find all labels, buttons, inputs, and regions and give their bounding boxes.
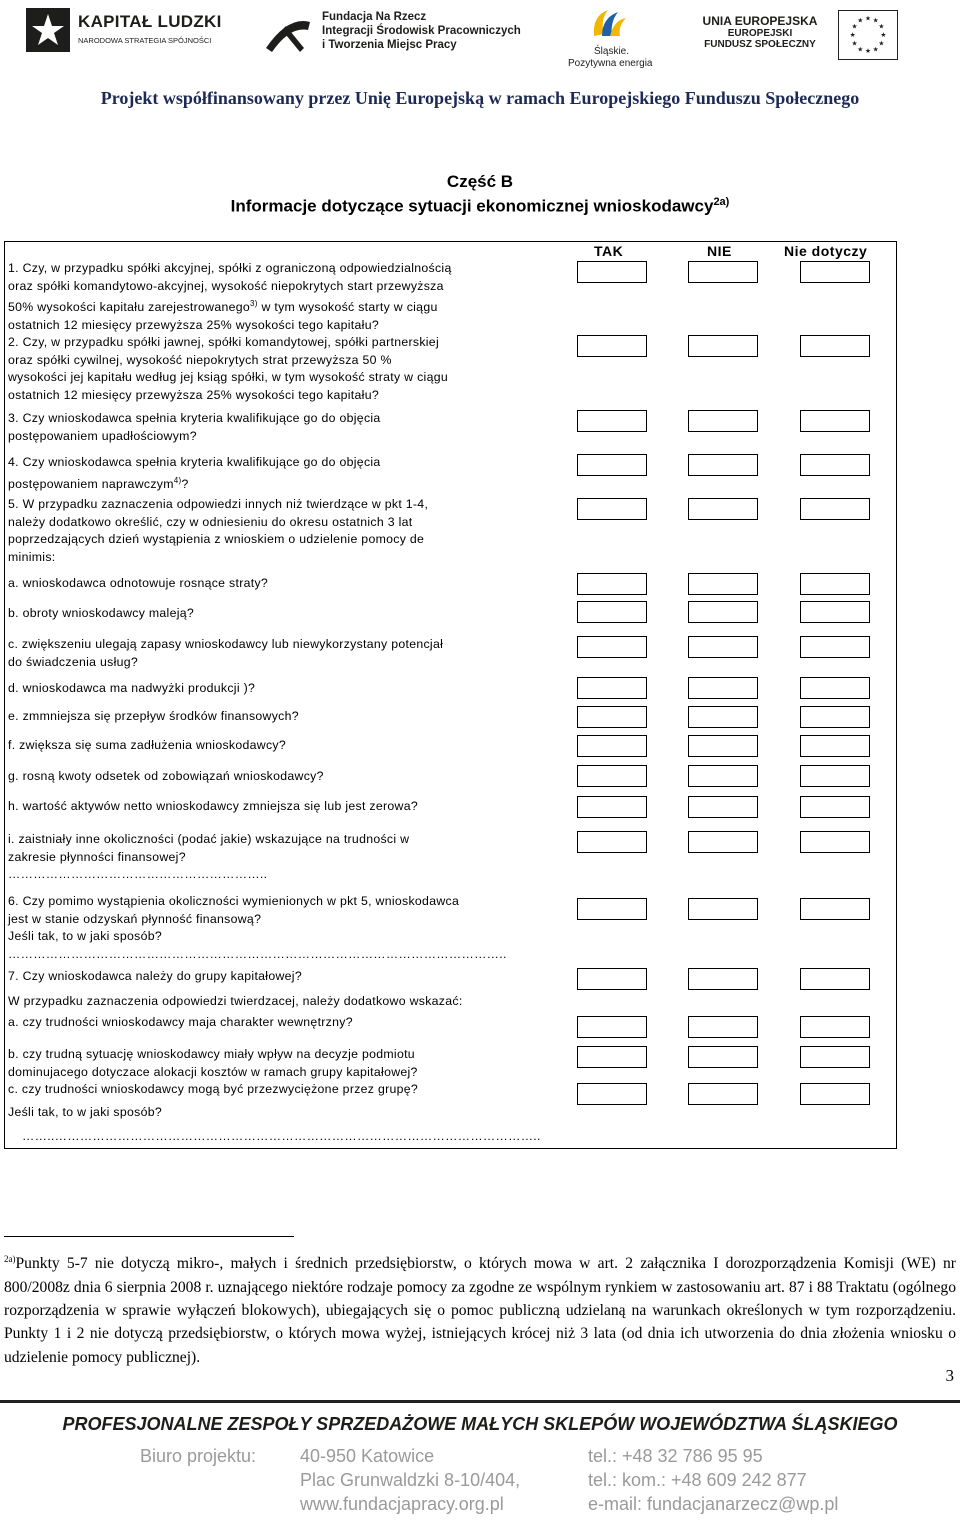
q5a-nie-checkbox[interactable] [688, 573, 758, 595]
q5e-nie-checkbox[interactable] [688, 706, 758, 728]
svg-text:★: ★ [880, 30, 887, 39]
q5a-nd-checkbox[interactable] [800, 573, 870, 595]
column-header-tak: TAK [594, 243, 624, 259]
q6-nd-checkbox[interactable] [800, 898, 870, 920]
q7a-tak-checkbox[interactable] [577, 1016, 647, 1038]
q7a-nd-checkbox[interactable] [800, 1016, 870, 1038]
q2-nie-checkbox[interactable] [688, 335, 758, 357]
page-number: 3 [945, 1366, 954, 1385]
q5g-tak-checkbox[interactable] [577, 765, 647, 787]
kapital-ludzki-subtitle: NARODOWA STRATEGIA SPÓJNOŚCI [78, 36, 212, 45]
q6-tak-checkbox[interactable] [577, 898, 647, 920]
slaskie-logo [558, 6, 668, 72]
footer-title: PROFESJONALNE ZESPOŁY SPRZEDAŻOWE MAŁYCH SKLEPÓW WOJEWÓDZTWA ŚLĄSKIEGO [62, 1414, 898, 1434]
svg-text:★: ★ [857, 16, 864, 25]
unia-europejska-text: UNIA EUROPEJSKA EUROPEJSKI FUNDUSZ SPOŁECZNY [702, 14, 818, 50]
footnote-rule [4, 1236, 294, 1237]
svg-text:★: ★ [857, 45, 864, 54]
question-5f: f. zwiększa się suma zadłużenia wnioskodawcy? [8, 738, 287, 752]
footer-city: 40-950 Katowice [300, 1446, 435, 1466]
footnote: $^{2a)}$Punkty 5-7 nie dotyczą mikro-, małych i średnich przedsiębiorstw, o których mowa w art. 2 załącznika I dorozporządzenia Komisji (WE) nr 800/2008z dnia 6 sierpnia 2008 r. uznającego niektóre rodzaje pomocy za zgodne ze wspólnym rynkiem w zastosowaniu art. 87 i 88 Traktatu (ogólnego rozporządzenia w sprawie wyłączeń blokowych), ubiegających się o pomoc publiczną udzielaną na warunkach określonych w tym rozporządzeniu. Punkty 1 i 2 nie dotyczą przedsiębiorstw, o których mowa wyżej, istniejących krócej niż 3 lata (od dnia ich utworzenia do dnia złożenia wniosku o udzielenie pomocy publicznej). [4, 1254, 956, 1366]
svg-text:★: ★ [851, 39, 858, 48]
footer-office-label: Biuro projektu: [140, 1446, 257, 1466]
q5h-tak-checkbox[interactable] [577, 796, 647, 818]
section-title: Część B [446, 172, 514, 191]
question-7a: a. czy trudności wnioskodawcy maja charakter wewnętrzny? [8, 1015, 353, 1029]
q5f-tak-checkbox[interactable] [577, 735, 647, 757]
fundacja-hammer-icon [262, 8, 314, 60]
q5c-tak-checkbox[interactable] [577, 636, 647, 658]
question-5a: a. wnioskodawca odnotowuje rosnące straty? [8, 576, 269, 590]
q7-tak-checkbox[interactable] [577, 968, 647, 990]
slaskie-swirl-icon [588, 6, 628, 42]
q5f-nie-checkbox[interactable] [688, 735, 758, 757]
fundacja-logo [262, 6, 532, 66]
question-7-note: W przypadku zaznaczenia odpowiedzi twierdzacej, należy dodatkowo wskazać: [8, 994, 463, 1008]
svg-text:★: ★ [878, 22, 885, 31]
unia-europejska-logo [700, 6, 940, 66]
q4-tak-checkbox[interactable] [577, 454, 647, 476]
q1-nie-checkbox[interactable] [688, 261, 758, 283]
kapital-ludzki-logo [26, 6, 236, 58]
q5d-nd-checkbox[interactable] [800, 677, 870, 699]
kapital-ludzki-title: KAPITAŁ LUDZKI [78, 12, 222, 31]
question-1: 1. Czy, w przypadku spółki akcyjnej, spółki z ograniczoną odpowiedzialnością oraz spółki komandytowo-akcyjnej, wysokość niepokrytych start przewyższa 50% wysokości kapitału zarejestrowanego$^{3)}$ w tym wysokość starty w ciągu ostatnich 12 miesięcy przewyższa 25% wysokości tego kapitału? [8, 261, 452, 332]
q5c-nd-checkbox[interactable] [800, 636, 870, 658]
q5b-tak-checkbox[interactable] [577, 601, 647, 623]
q3-tak-checkbox[interactable] [577, 410, 647, 432]
q2-nd-checkbox[interactable] [800, 335, 870, 357]
q6-nie-checkbox[interactable] [688, 898, 758, 920]
q5a-tak-checkbox[interactable] [577, 573, 647, 595]
question-5i: i. zaistniały inne okoliczności (podać jakie) wskazujące na trudności w zakresie płynności finansowej? …………………………………………………….. [8, 832, 410, 881]
q5e-nd-checkbox[interactable] [800, 706, 870, 728]
q5e-tak-checkbox[interactable] [577, 706, 647, 728]
q7c-nd-checkbox[interactable] [800, 1083, 870, 1105]
question-7: 7. Czy wnioskodawca należy do grupy kapitałowej? [8, 969, 302, 983]
question-5g: g. rosną kwoty odsetek od zobowiązań wnioskodawcy? [8, 769, 324, 783]
q5-tak-checkbox[interactable] [577, 498, 647, 520]
q7b-tak-checkbox[interactable] [577, 1046, 647, 1068]
question-5e: e. zmmniejsza się przepływ środków finansowych? [8, 709, 299, 723]
q2-tak-checkbox[interactable] [577, 335, 647, 357]
q7-nd-checkbox[interactable] [800, 968, 870, 990]
question-5d: d. wnioskodawca ma nadwyżki produkcji )? [8, 681, 256, 695]
q3-nie-checkbox[interactable] [688, 410, 758, 432]
footer-website-link[interactable]: www.fundacjapracy.org.pl [300, 1494, 504, 1514]
q7a-nie-checkbox[interactable] [688, 1016, 758, 1038]
question-3: 3. Czy wnioskodawca spełnia kryteria kwalifikujące go do objęcia postępowaniem upadłościowym? [8, 411, 381, 443]
question-5: 5. W przypadku zaznaczenia odpowiedzi innych niż twierdzące w pkt 1-4, należy dodatkowo określić, czy w odniesieniu do okresu ostatnich 3 lat poprzedzających dzień wystąpienia z wnioskiem o udzielenie pomocy de minimis: [8, 497, 429, 564]
svg-text:★: ★ [878, 39, 885, 48]
footer-street: Plac Grunwaldzki 8-10/404, [300, 1470, 521, 1490]
q7-nie-checkbox[interactable] [688, 968, 758, 990]
question-5c: c. zwiększeniu ulegają zapasy wnioskodawcy lub niewykorzystany potencjał do świadczenia usług? [8, 637, 444, 669]
q1-tak-checkbox[interactable] [577, 261, 647, 283]
slaskie-tagline: Pozytywna energia [568, 58, 653, 69]
question-2: 2. Czy, w przypadku spółki jawnej, spółki komandytowej, spółki partnerskiej oraz spółki cywilnej, wysokość niepokrytych strat przewyższa 50 % wysokości jej kapitału według jej ksiąg spółki, w tym wysokość straty w ciągu ostatnich 12 miesięcy przewyższa 25% wysokości tego kapitału? [8, 335, 448, 402]
question-5b: b. obroty wnioskodawcy maleją? [8, 606, 195, 620]
svg-text:★: ★ [849, 30, 856, 39]
q5b-nie-checkbox[interactable] [688, 601, 758, 623]
q7b-nie-checkbox[interactable] [688, 1046, 758, 1068]
q5g-nd-checkbox[interactable] [800, 765, 870, 787]
footer-mobile: tel.: kom.: +48 609 242 877 [588, 1470, 807, 1490]
column-header-nie-dotyczy: Nie dotyczy [784, 243, 868, 259]
q5-nd-checkbox[interactable] [800, 498, 870, 520]
q3-nd-checkbox[interactable] [800, 410, 870, 432]
footer-rule [0, 1400, 960, 1403]
eu-flag-icon [838, 10, 898, 60]
question-7b: b. czy trudną sytuację wnioskodawcy miały wpływ na decyzje podmiotu dominujacego dotyczace alokacji kosztów w ramach grupy kapitałowej? [8, 1047, 418, 1079]
q5f-nd-checkbox[interactable] [800, 735, 870, 757]
fundacja-name: Fundacja Na Rzecz Integracji Środowisk Pracowniczych i Tworzenia Miejsc Pracy [322, 11, 521, 51]
q5g-nie-checkbox[interactable] [688, 765, 758, 787]
q5h-nd-checkbox[interactable] [800, 796, 870, 818]
question-7-how: Jeśli tak, to w jaki sposób? [8, 1105, 162, 1119]
svg-text:★: ★ [864, 47, 872, 56]
q1-nd-checkbox[interactable] [800, 261, 870, 283]
q7b-nd-checkbox[interactable] [800, 1046, 870, 1068]
q5d-tak-checkbox[interactable] [577, 677, 647, 699]
q5b-nd-checkbox[interactable] [800, 601, 870, 623]
q5i-nie-checkbox[interactable] [688, 831, 758, 853]
project-cofinancing-line: Projekt współfinansowany przez Unię Europejską w ramach Europejskiego Funduszu Społecznego [100, 88, 860, 108]
svg-text:★: ★ [864, 14, 872, 23]
header-logos [0, 0, 960, 78]
svg-text:★: ★ [872, 45, 879, 54]
section-subtitle: Informacje dotyczące sytuacji ekonomicznej wnioskodawcy$^{2a)}$ [230, 196, 730, 216]
q5c-nie-checkbox[interactable] [688, 636, 758, 658]
footer-email-link[interactable]: e-mail: fundacjanarzecz@wp.pl [588, 1494, 839, 1514]
q7c-nie-checkbox[interactable] [688, 1083, 758, 1105]
q5d-nie-checkbox[interactable] [688, 677, 758, 699]
q4-nd-checkbox[interactable] [800, 454, 870, 476]
q7c-tak-checkbox[interactable] [577, 1083, 647, 1105]
svg-text:★: ★ [872, 16, 879, 25]
q5h-nie-checkbox[interactable] [688, 796, 758, 818]
q5-nie-checkbox[interactable] [688, 498, 758, 520]
slaskie-title: Śląskie. [594, 46, 630, 57]
question-6: 6. Czy pomimo wystąpienia okoliczności wymienionych w pkt 5, wnioskodawca jest w stanie odzyskań płynność finansową? Jeśli tak, to w jaki sposób? ……………………………………………………………………………………………………….. [8, 894, 507, 961]
question-5h: h. wartość aktywów netto wnioskodawcy zmniejsza się lub jest zerowa? [8, 799, 418, 813]
question-7c: c. czy trudności wnioskodawcy mogą być przezwyciężone przez grupę? [8, 1082, 419, 1096]
q5i-nd-checkbox[interactable] [800, 831, 870, 853]
kapital-ludzki-star-icon [26, 8, 70, 52]
svg-text:★: ★ [851, 22, 858, 31]
q4-nie-checkbox[interactable] [688, 454, 758, 476]
question-7-dots: ……..…………………………………………………………………………………………………….. [22, 1129, 541, 1143]
q5i-tak-checkbox[interactable] [577, 831, 647, 853]
column-header-nie: NIE [707, 243, 732, 259]
question-4: 4. Czy wnioskodawca spełnia kryteria kwalifikujące go do objęcia postępowaniem naprawczym$^{4)}$? [8, 455, 381, 491]
footer-phone: tel.: +48 32 786 95 95 [588, 1446, 763, 1466]
